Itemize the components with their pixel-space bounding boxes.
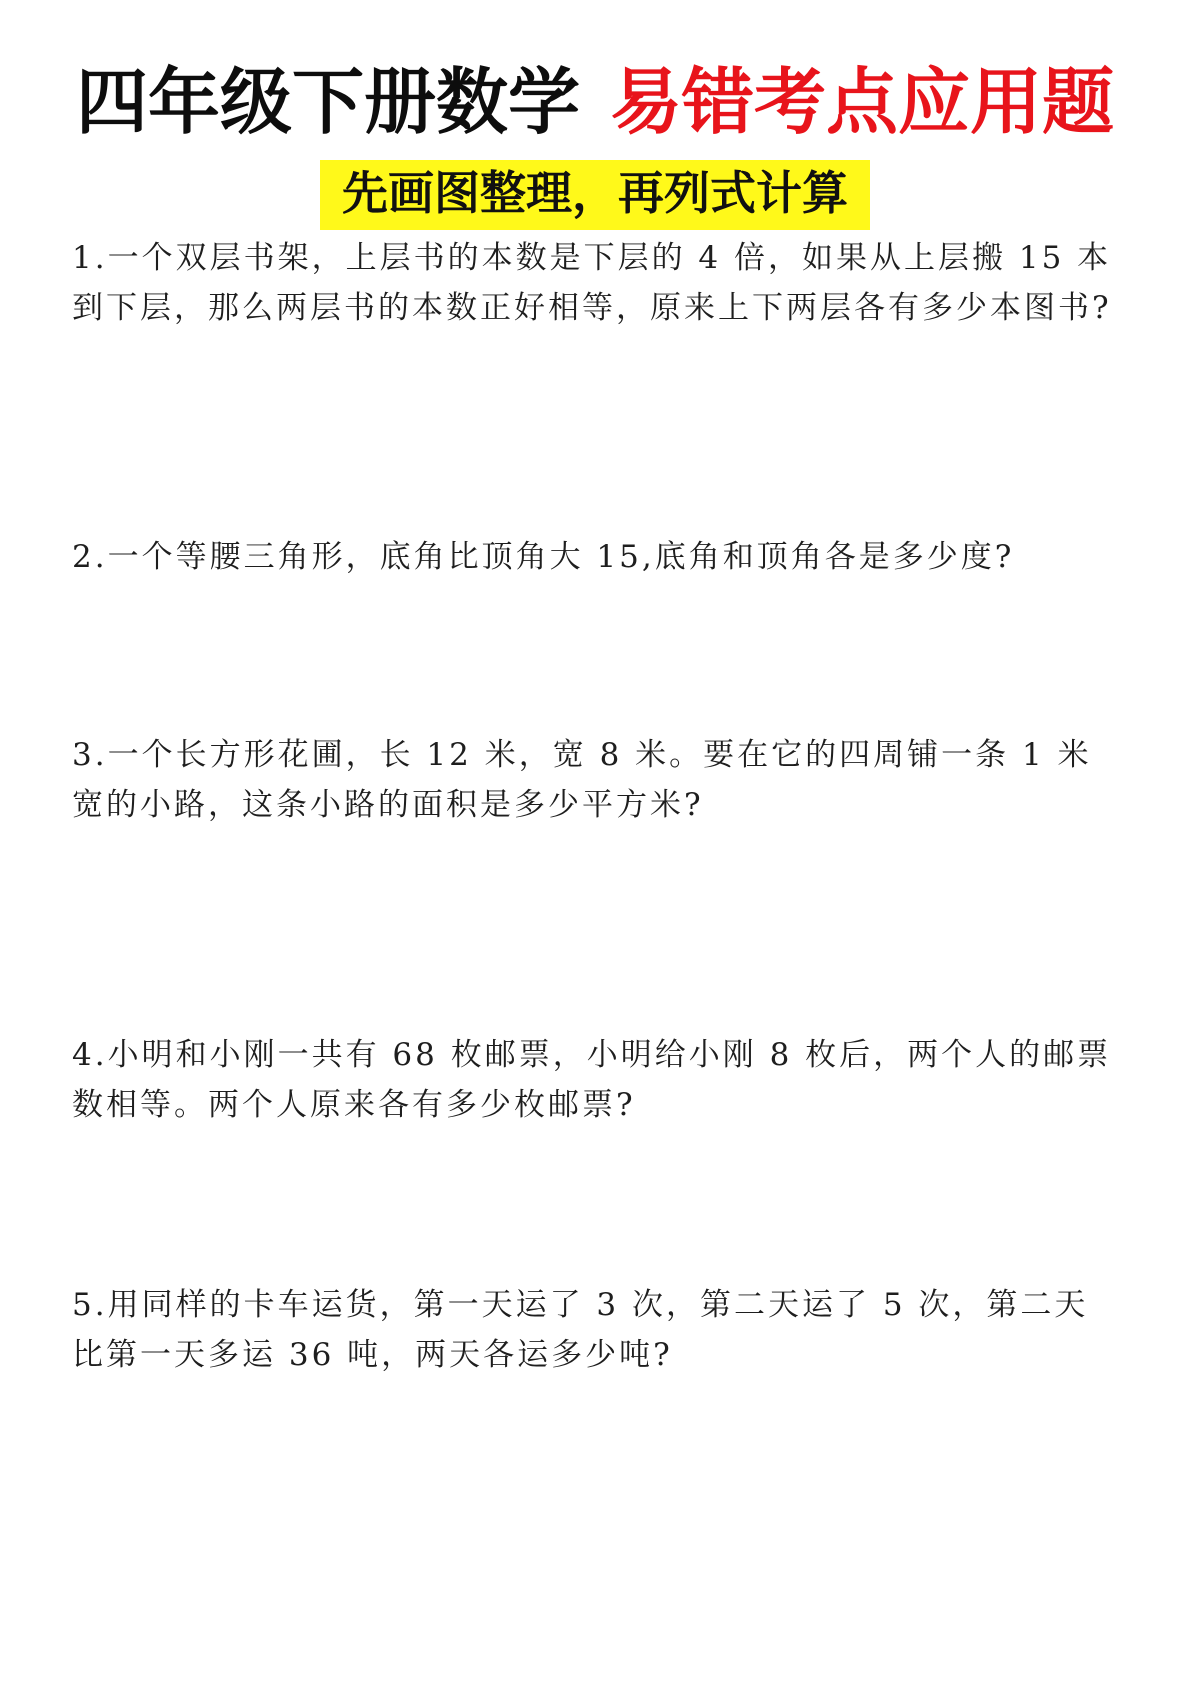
subtitle-highlight: 先画图整理，再列式计算 xyxy=(320,160,870,230)
subtitle-container xyxy=(0,160,1190,230)
title-grade-subject: 四年级下册数学 xyxy=(75,60,580,144)
title-topic: 易错考点应用题 xyxy=(610,60,1115,144)
question-3: 3.一个长方形花圃，长 12 米，宽 8 米。要在它的四周铺一条 1 米宽的小路，这条小路的面积是多少平方米? xyxy=(72,737,1092,823)
question-1: 1.一个双层书架，上层书的本数是下层的 4 倍，如果从上层搬 15 本到下层，那么两层书的本数正好相等，原来上下两层各有多少本图书? xyxy=(72,240,1112,326)
question-4: 4.小明和小刚一共有 68 枚邮票，小明给小刚 8 枚后，两个人的邮票数相等。两个人原来各有多少枚邮票? xyxy=(72,1037,1112,1123)
page-title xyxy=(0,62,1190,142)
question-5: 5.用同样的卡车运货，第一天运了 3 次，第二天运了 5 次，第二天比第一天多运 36 吨，两天各运多少吨? xyxy=(72,1287,1089,1373)
question-2: 2.一个等腰三角形，底角比顶角大 15,底角和顶角各是多少度? xyxy=(72,539,1015,575)
